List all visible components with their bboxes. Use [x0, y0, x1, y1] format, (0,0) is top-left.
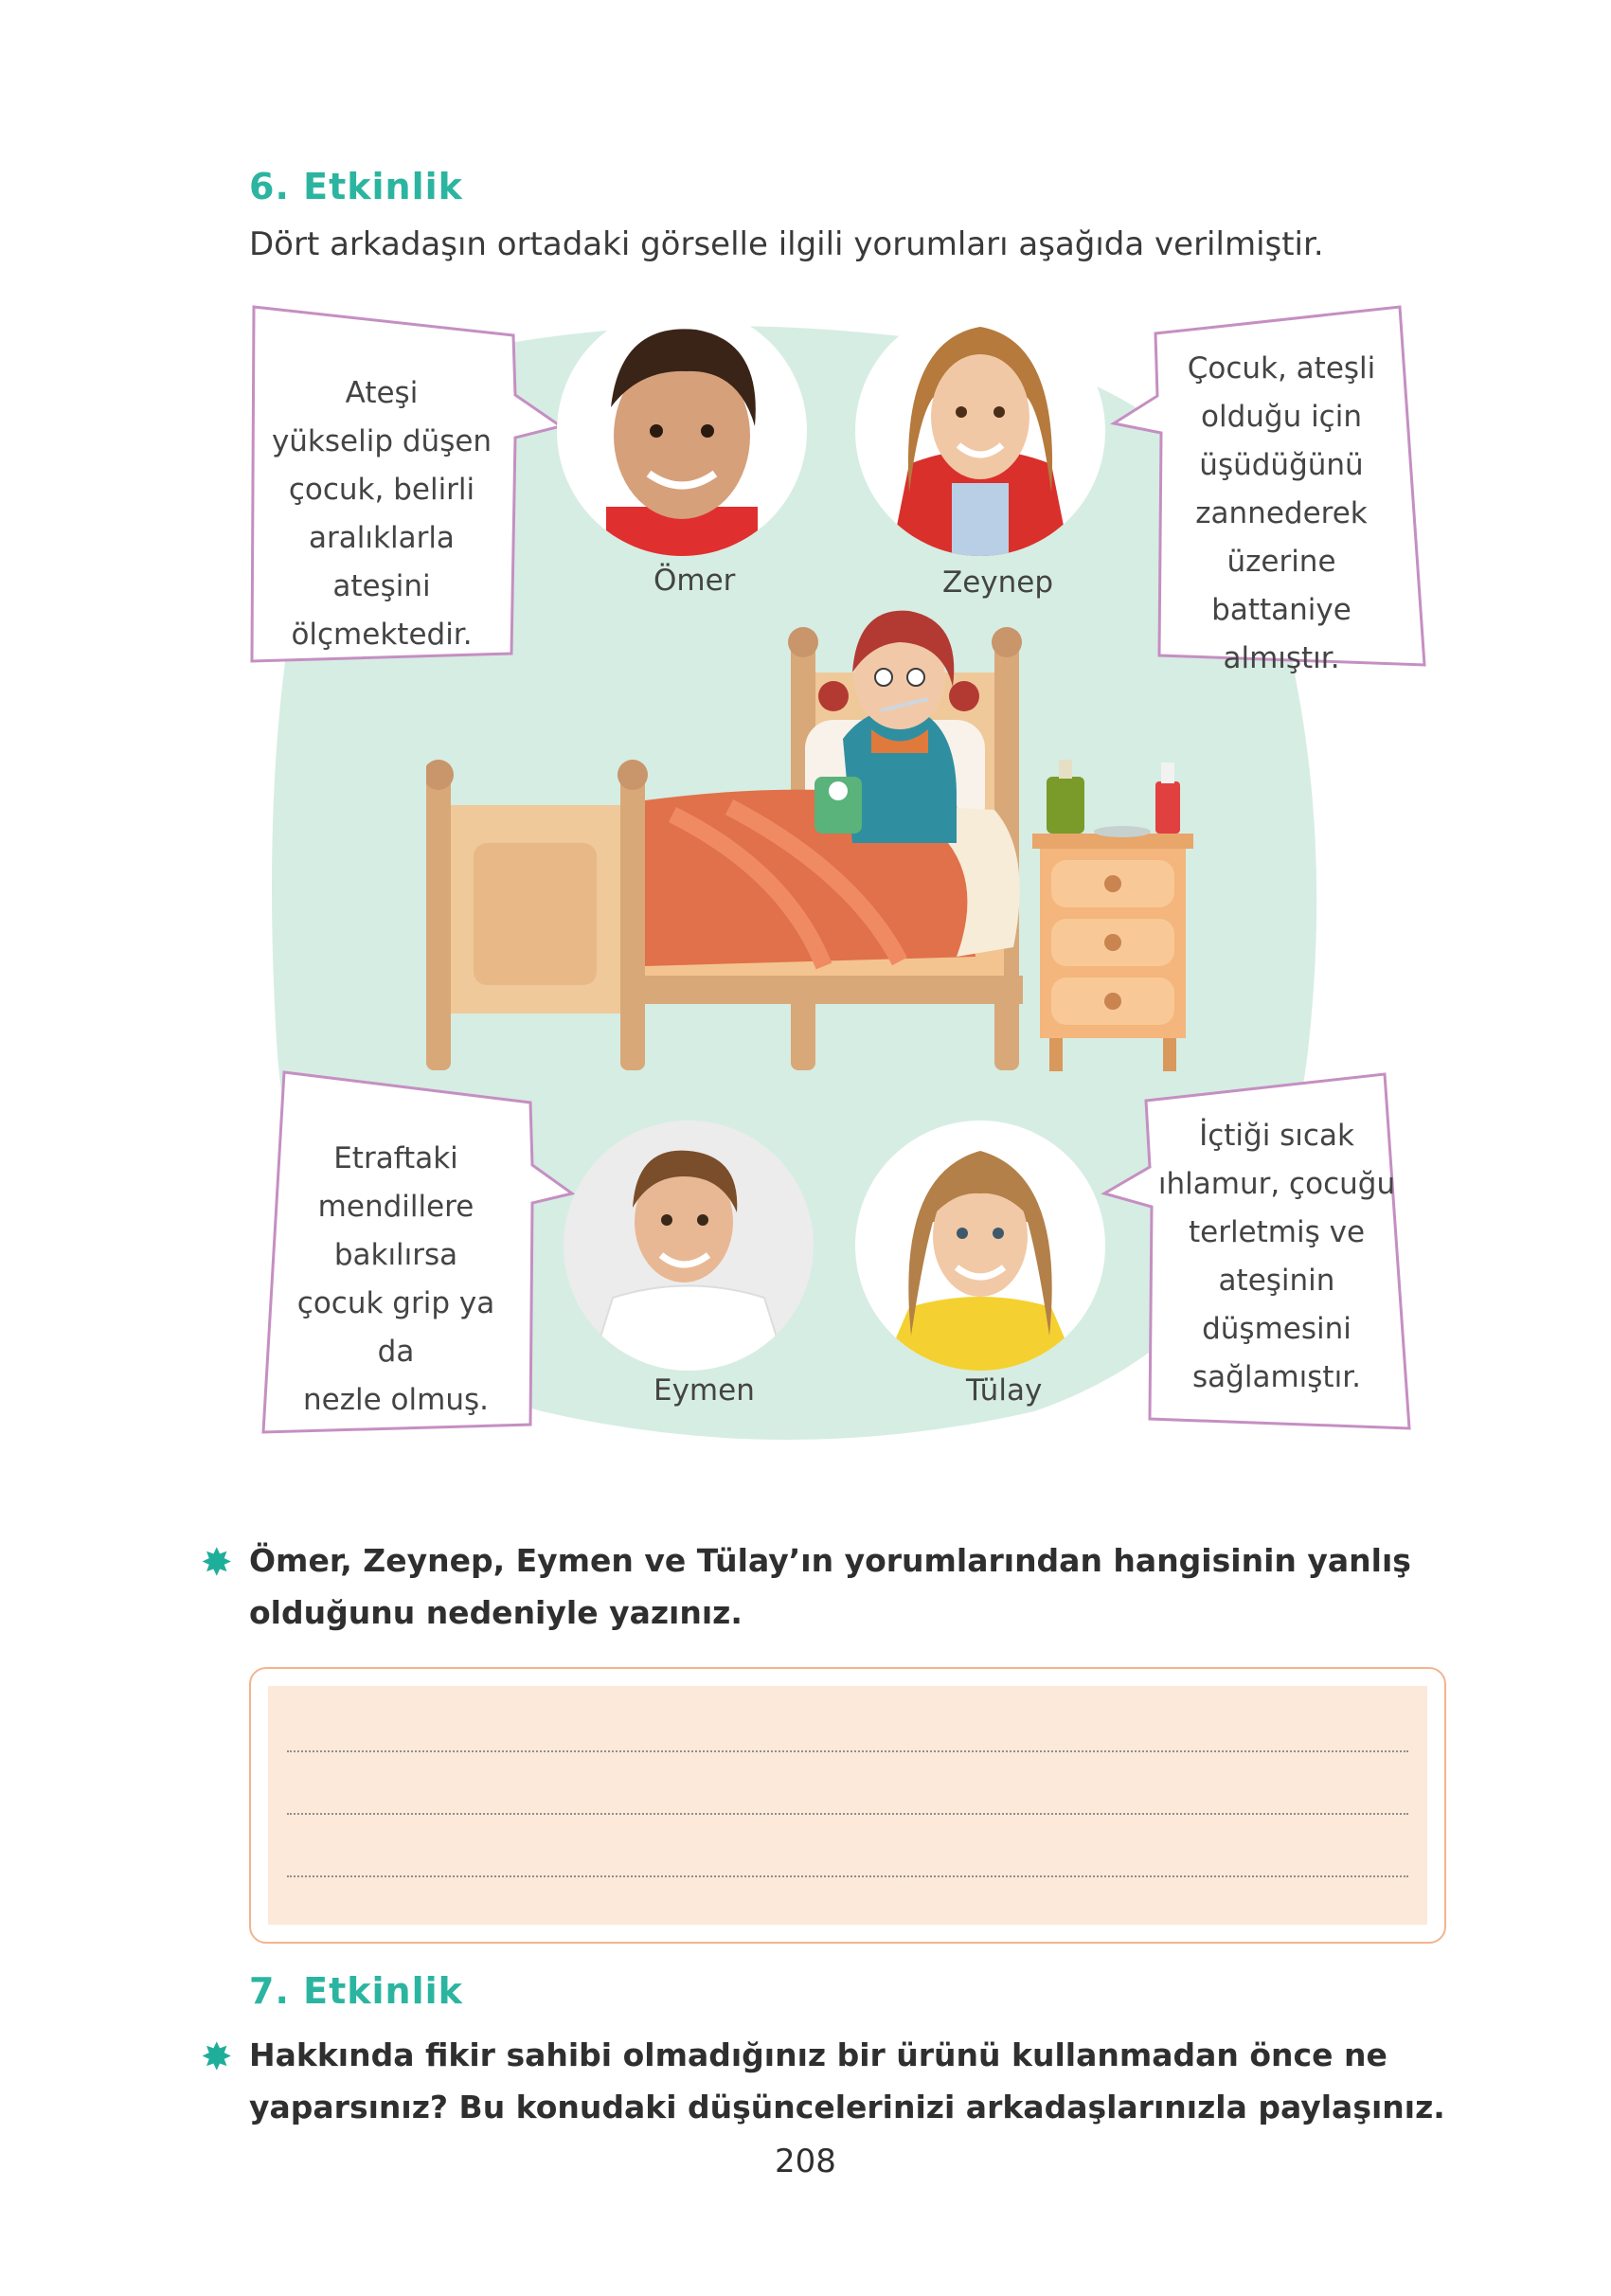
- star-bullet-icon: ✸: [201, 1541, 233, 1585]
- sick-child-bed-illustration: [426, 587, 1212, 1080]
- activity-7-question: Hakkında fikir sahibi olmadığınız bir ürünü kullanmadan önce ne yaparsınız? Bu konudaki düşüncelerinizi arkadaşlarınızla paylaşınız.: [249, 2036, 1445, 2126]
- star-bullet-icon: ✸: [201, 2036, 233, 2079]
- omer-comment: Ateşi yükselip düşen çocuk, belirli aralıklarla ateşini ölçmektedir.: [271, 376, 492, 652]
- activity-6-question: Ömer, Zeynep, Eymen ve Tülay’ın yorumlarından hangisinin yanlış olduğunu nedeniyle yazınız.: [249, 1542, 1411, 1631]
- activity-7-title: 7. Etkinlik: [249, 1970, 463, 2012]
- omer-portrait: [554, 303, 810, 559]
- eymen-comment: Etraftaki mendillere bakılırsa çocuk grip ya da nezle olmuş.: [296, 1141, 495, 1417]
- tulay-comment: İçtiği sıcak ıhlamur, çocuğu terletmiş ve ateşinin düşmesini sağlamıştır.: [1157, 1119, 1396, 1394]
- answer-line-3: [287, 1875, 1408, 1877]
- activity-6-intro: Dört arkadaşın ortadaki görselle ilgili yorumları aşağıda verilmiştir.: [249, 225, 1324, 263]
- activity-6-title: 6. Etkinlik: [249, 166, 463, 207]
- answer-box[interactable]: [249, 1667, 1446, 1944]
- tulay-portrait: [852, 1118, 1108, 1373]
- zeynep-name: Zeynep: [942, 565, 1054, 600]
- eymen-name: Eymen: [653, 1373, 755, 1408]
- zeynep-portrait: [852, 303, 1108, 559]
- tulay-name: Tülay: [966, 1373, 1043, 1408]
- eymen-portrait: [561, 1118, 816, 1373]
- answer-writing-area[interactable]: [268, 1686, 1427, 1925]
- page-number: 208: [775, 2143, 836, 2180]
- answer-line-1: [287, 1750, 1408, 1752]
- zeynep-comment: Çocuk, ateşli olduğu için üşüdüğünü zannederek üzerine battaniye almıştır.: [1187, 351, 1376, 675]
- omer-name: Ömer: [653, 564, 736, 598]
- answer-line-2: [287, 1813, 1408, 1815]
